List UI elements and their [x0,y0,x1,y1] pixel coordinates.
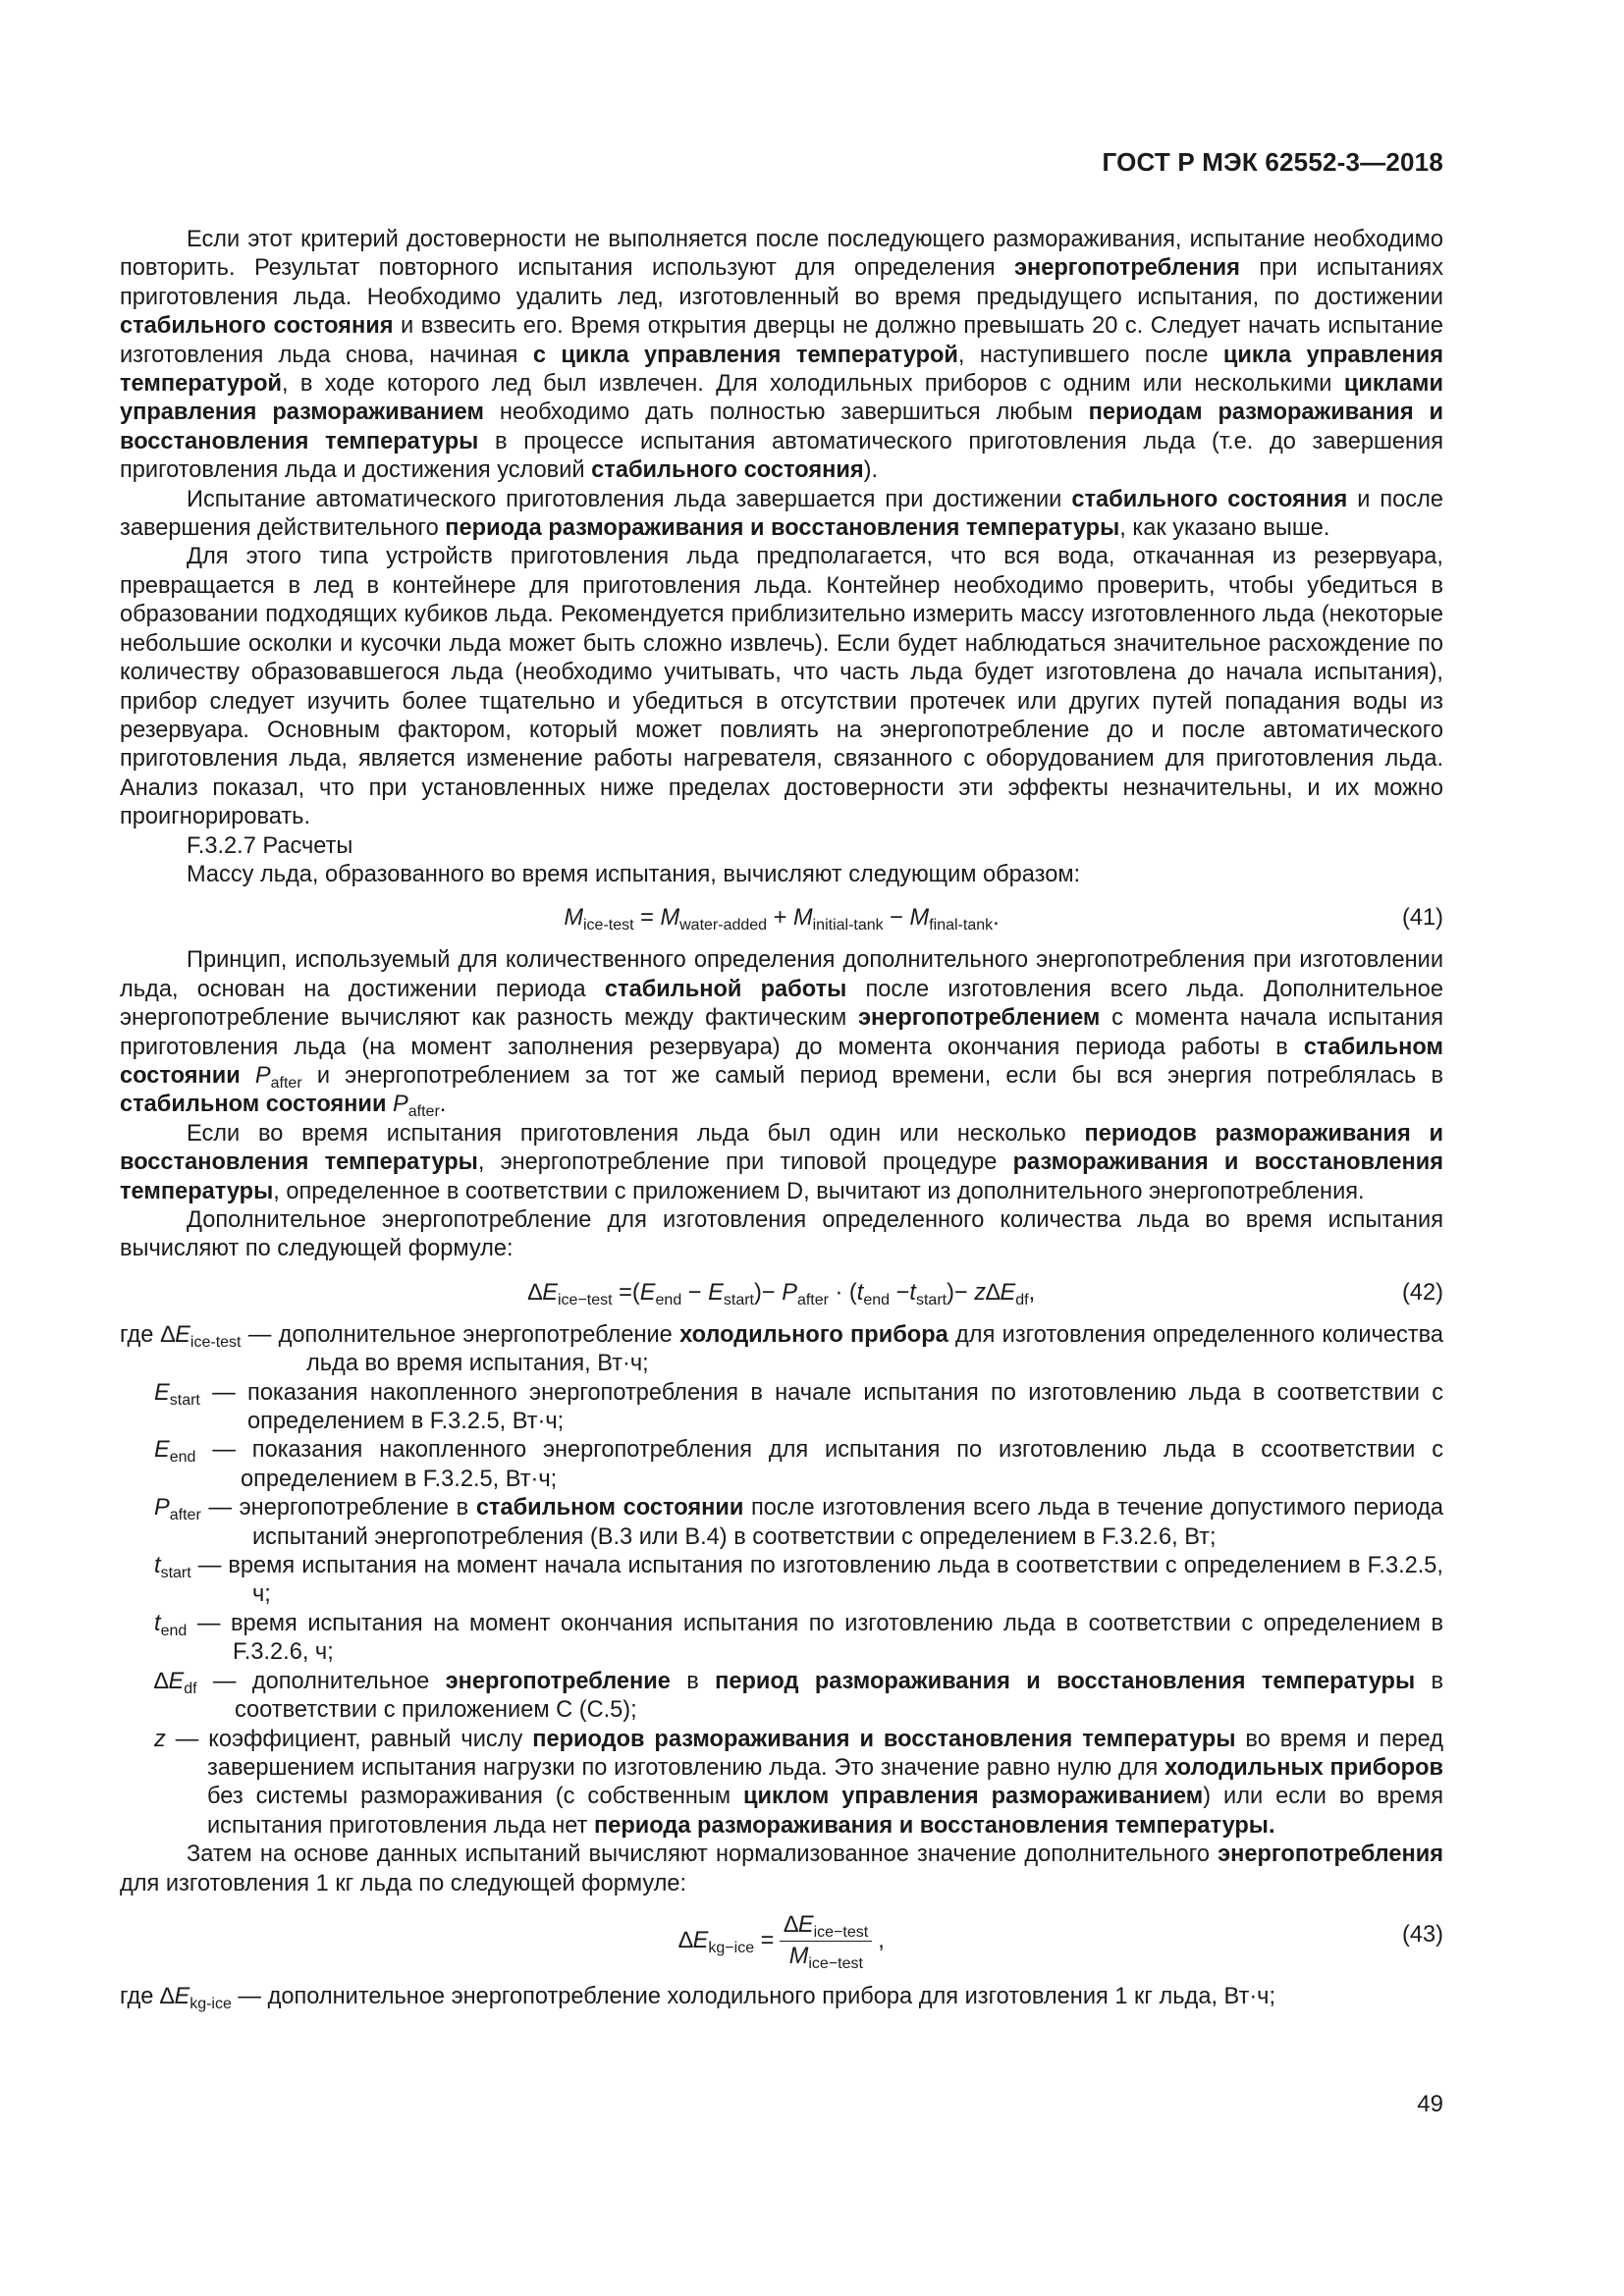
symbol-delta: ∆ [986,1279,1001,1306]
text-run: , как указано выше. [1119,515,1330,542]
subscript: end [863,1291,891,1308]
subscript: start [160,1565,191,1582]
text-run: — показания накопленного энергопотребления в начале испытания по изготовлению льда в соответствии с определением в F.3.2.5, Вт·ч; [199,1379,1443,1435]
subscript: after [270,1074,302,1092]
paragraph-normalized [120,1841,1443,1898]
subscript: kg-ice [189,1995,232,2012]
bold-term: с цикла управления температурой [532,342,958,368]
symbol-e: E [175,1321,190,1348]
section-heading: F.3.2.7 Расчеты [187,832,353,859]
symbol-z: z [974,1279,987,1306]
text-run: — показания накопленного энергопотребления для испытания по изготовлению льда в ссоответствии с определением в F.3.2.5, Вт·ч; [195,1437,1443,1492]
bold-term: стабильного состояния [1071,486,1348,512]
subscript: ice−test [557,1291,613,1308]
subscript: final-tank [929,917,994,934]
subscript: kg−ice [708,1939,755,1956]
paragraph-mass-intro: Массу льда, образованного во время испытания, вычисляют следующим образом: [187,861,1081,887]
equation-number: (43) [1402,1921,1443,1948]
operator: − [890,1279,910,1306]
subscript: initial-tank [812,917,884,934]
subscript: start [915,1291,947,1308]
text-run: — дополнительное энергопотребление [241,1321,680,1348]
paragraph-repeat-test [120,226,1443,486]
punctuation: . [993,905,1000,932]
bold-term: периодов размораживания и восстановления температуры [532,1726,1236,1752]
text-run: без системы размораживания (с собственным [207,1784,743,1810]
symbol-e: E [174,1983,190,2009]
definition-t-start [154,1552,1443,1610]
bold-term: размораживания и восстановления температуры [120,1149,1444,1204]
subscript: after [796,1291,829,1308]
symbol-m: M [564,905,583,932]
equation-body [678,1912,885,1970]
bold-term: энергопотреблением [857,1005,1101,1032]
bold-term: периодов размораживания и восстановления температуры [120,1120,1443,1176]
subscript: water-added [679,917,768,934]
subscript: start [169,1391,200,1409]
operator: = [754,1927,775,1953]
operator: = [633,905,661,932]
equation-body [528,1280,1035,1306]
text-run: ). [863,457,879,484]
symbol-p: P [393,1092,408,1118]
text-run: — дополнительное [196,1668,446,1694]
equation-number: (42) [1402,1279,1443,1306]
symbol-delta: ∆ [527,1279,543,1306]
fraction [780,1912,872,1970]
punctuation: . [439,1092,447,1118]
text-run: и энергопотреблением за тот же самый период времени, если бы вся энергия потреблялась в [301,1062,1443,1089]
fraction-denominator [785,1942,867,1970]
bold-term: стабильной работы [604,976,847,1002]
symbol-t: t [154,1610,161,1636]
operator: − [681,1279,709,1306]
operator: )− [754,1279,783,1306]
bold-term: энергопотребления [1218,1842,1443,1868]
subscript: df [184,1680,197,1697]
symbol-p: P [254,1062,271,1089]
bold-term: цикла управления температурой [120,342,1443,398]
text-run: , определенное в соответствии с приложением D, вычитают из дополнительного энергопотребления. [273,1178,1365,1204]
equation-body [564,905,1000,934]
subscript: after [169,1507,201,1524]
text-run: ) или если во время испытания приготовления льда нет [207,1784,1443,1839]
text-run: для изготовления 1 кг льда по следующей формуле: [120,1870,687,1896]
bold-term: периода размораживания и восстановления температуры [445,515,1120,542]
document-header: ГОСТ Р МЭК 62552-3—2018 [1102,147,1443,177]
subscript: ice-test [189,1333,242,1351]
text-run: в [670,1668,716,1694]
subscript: ice−test [808,1954,863,1972]
symbol-e: E [154,1437,170,1464]
definition-p-after [154,1494,1443,1552]
text-run: — дополнительное энергопотребление холодильного прибора для изготовления 1 кг льда, Вт·ч; [231,1983,1276,2009]
subscript: end [160,1622,188,1639]
text-run: , наступившего после [957,342,1223,368]
symbol-delta: ∆ [160,1321,176,1348]
definition-kg-ice [120,1983,1443,2011]
text-run: с момента начала испытания приготовления льда (на момент заполнения резервуара) до момента окончания периода работы в [120,1005,1443,1060]
bold-term: энергопотребления [1013,255,1240,282]
definition-e-end [154,1436,1443,1494]
equation-41 [120,895,1443,940]
symbol-t: t [856,1279,864,1306]
paragraph-defrost [120,1120,1443,1206]
symbol-delta: ∆ [160,1983,175,2009]
text-run: Затем на основе данных испытаний вычисляют нормализованное значение дополнительного [187,1842,1218,1868]
definition-z [154,1726,1443,1842]
symbol-m: M [660,905,680,932]
text-run: для изготовления определенного количества льда во время испытания, Вт·ч; [306,1321,1443,1377]
symbol-p: P [154,1495,170,1522]
document-page [120,0,1443,2296]
bold-term: стабильного состояния [591,457,864,484]
bold-term: холодильного прибора [679,1321,948,1348]
bold-term: периодам размораживания и восстановления температуры [120,400,1443,454]
symbol-t: t [909,1279,916,1306]
text-run: в соответствии с приложением С (С.5); [235,1668,1444,1724]
symbol-m: M [909,905,930,932]
text-run: Принцип, используемый для количественного определения дополнительного энергопотребления при изготовлении льда, основан на достижении периода [120,947,1443,1002]
equation-number: (41) [1402,905,1443,932]
symbol-e: E [168,1668,185,1694]
symbol-z: z [154,1726,166,1752]
symbol-m: M [788,1943,809,1969]
paragraph-additional-energy: Дополнительное энергопотребление для изготовления определенного количества льда во время испытания вычисляют по следующей формуле: [120,1207,1443,1262]
text-run: , энергопотребление при типовой процедуре [477,1149,1013,1176]
text-run: , в ходе которого лед был извлечен. Для холодильных приборов с одним или несколькими [282,371,1344,398]
paragraph-principle [120,946,1443,1119]
text-run: и после завершения действительного [120,486,1443,542]
bold-term: периода размораживания и восстановления температуры. [594,1812,1275,1839]
definition-ice-test [120,1321,1443,1379]
symbol-e: E [154,1379,170,1406]
subscript: ice−test [813,1923,869,1941]
symbol-e: E [639,1279,656,1306]
fraction-numerator [780,1912,872,1942]
operator: − [883,905,910,932]
subscript: after [407,1103,440,1121]
punctuation: , [878,1927,885,1953]
symbol-e: E [797,1911,814,1938]
text-run: — время испытания на момент начала испытания по изготовлению льда в соответствии с определением в F.3.2.5, ч; [190,1553,1443,1608]
subscript: start [723,1291,754,1308]
text-run: и взвесить его. Время открытия дверцы не должно превышать 20 с. Следует начать испытание изготовления льда снова, начиная [120,313,1443,368]
text-run: в процессе испытания автоматического приготовления льда (т.е. до завершения приготовления льда и достижения условий [120,428,1443,484]
symbol-p: P [782,1279,797,1306]
text-run: где [120,1983,160,2009]
bold-term: стабильном состоянии [120,1034,1443,1089]
symbol-e: E [692,1927,709,1953]
text-run: Если во время испытания приготовления льда был один или несколько [187,1120,1085,1147]
bold-term: циклом управления размораживанием [743,1784,1204,1810]
operator: · ( [828,1279,857,1306]
operator: + [767,905,793,932]
equation-lhs [678,1928,774,1954]
symbol-e: E [708,1279,724,1306]
definitions-list [120,1321,1443,1841]
text-run: где [120,1321,161,1348]
bold-term: холодильных приборов [1164,1754,1444,1781]
bold-term: стабильном состоянии [120,1092,387,1118]
symbol-m: M [792,905,813,932]
subscript: end [169,1449,196,1467]
paragraph-ice-assumption: Для этого типа устройств приготовления льда предполагается, что вся вода, откачанная из резервуара, превращается в лед в контейнере для приготовления льда. Контейнер необходимо проверить, чтобы убедиться в образовании подходящих кубиков льда. Рекомендуется приблизительно измерить массу изготовленного льда (некоторые небольшие осколки и кусочки льда может быть сложно извлечь). Если будет наблюдаться значительное расхождение по количеству образовавшегося льда (необходимо учитывать, что часть льда будет изготовлена до начала испытания), прибор следует изучить более тщательно и убедиться в отсутствии протечек или других путей попадания воды из резервуара. Основным фактором, который может повлиять на энергопотребление до и после автоматического приготовления льда, является изменение работы нагревателя, связанного с оборудованием для приготовления льда. Анализ показал, что при установленных ниже пределах достоверности эти эффекты незначительны, и их можно проигнорировать. [120,544,1443,830]
text-run: после изготовления всего льда. Дополнительное энергопотребление вычисляют как разность между фактическим [120,976,1443,1032]
page-number: 49 [1417,2091,1443,2117]
equation-43 [120,1904,1443,1977]
text-run: — время испытания на момент окончания испытания по изготовлению льда в соответствии с определением в F.3.2.6, ч; [187,1610,1443,1666]
operator: =( [612,1279,640,1306]
text-run: необходимо дать полностью завершиться любым [483,400,1089,426]
text-run: Если этот критерий достоверности не выполняется после последующего размораживания, испытание необходимо повторить. Результат повторного испытания используют для определения [120,227,1443,282]
equation-42 [120,1270,1443,1315]
bold-term: период размораживания и восстановления температуры [715,1668,1416,1694]
bold-term: стабильного состояния [120,313,394,340]
paragraph-test-completion [120,486,1443,544]
text-run: во время и перед завершением испытания нагрузки по изготовлению льда. Это значение равно нулю для [207,1726,1443,1781]
symbol-delta: ∆ [784,1911,798,1938]
text-run: Испытание автоматического приготовления льда завершается при достижении [187,486,1072,512]
symbol-delta: ∆ [678,1927,693,1953]
bold-term: стабильном состоянии [475,1495,744,1522]
definition-e-start [154,1379,1443,1437]
definition-e-df [154,1668,1443,1726]
text-run: после изготовления всего льда в течение допустимого периода испытаний энергопотребления (B.3 или B.4) в соответствии с определением в F.3.2.6, Вт; [252,1495,1443,1550]
subscript: ice-test [582,917,634,934]
punctuation: , [1028,1279,1036,1306]
symbol-e: E [542,1279,558,1306]
subscript: df [1015,1291,1029,1308]
bold-term: циклами управления размораживанием [120,371,1443,426]
definition-t-end [154,1610,1443,1668]
text-run: — коэффициент, равный числу [165,1726,533,1752]
subscript: end [655,1291,682,1308]
symbol-delta: ∆ [154,1668,169,1694]
operator: )− [947,1279,975,1306]
text-run: при испытаниях приготовления льда. Необходимо удалить лед, изготовленный во время предыдущего испытания, по достижении [120,255,1444,310]
bold-term: энергопотребление [445,1668,671,1694]
symbol-t: t [154,1553,161,1579]
symbol-e: E [1000,1279,1016,1306]
document-body [120,226,1443,2011]
text-run: — энергопотребление в [200,1495,476,1522]
